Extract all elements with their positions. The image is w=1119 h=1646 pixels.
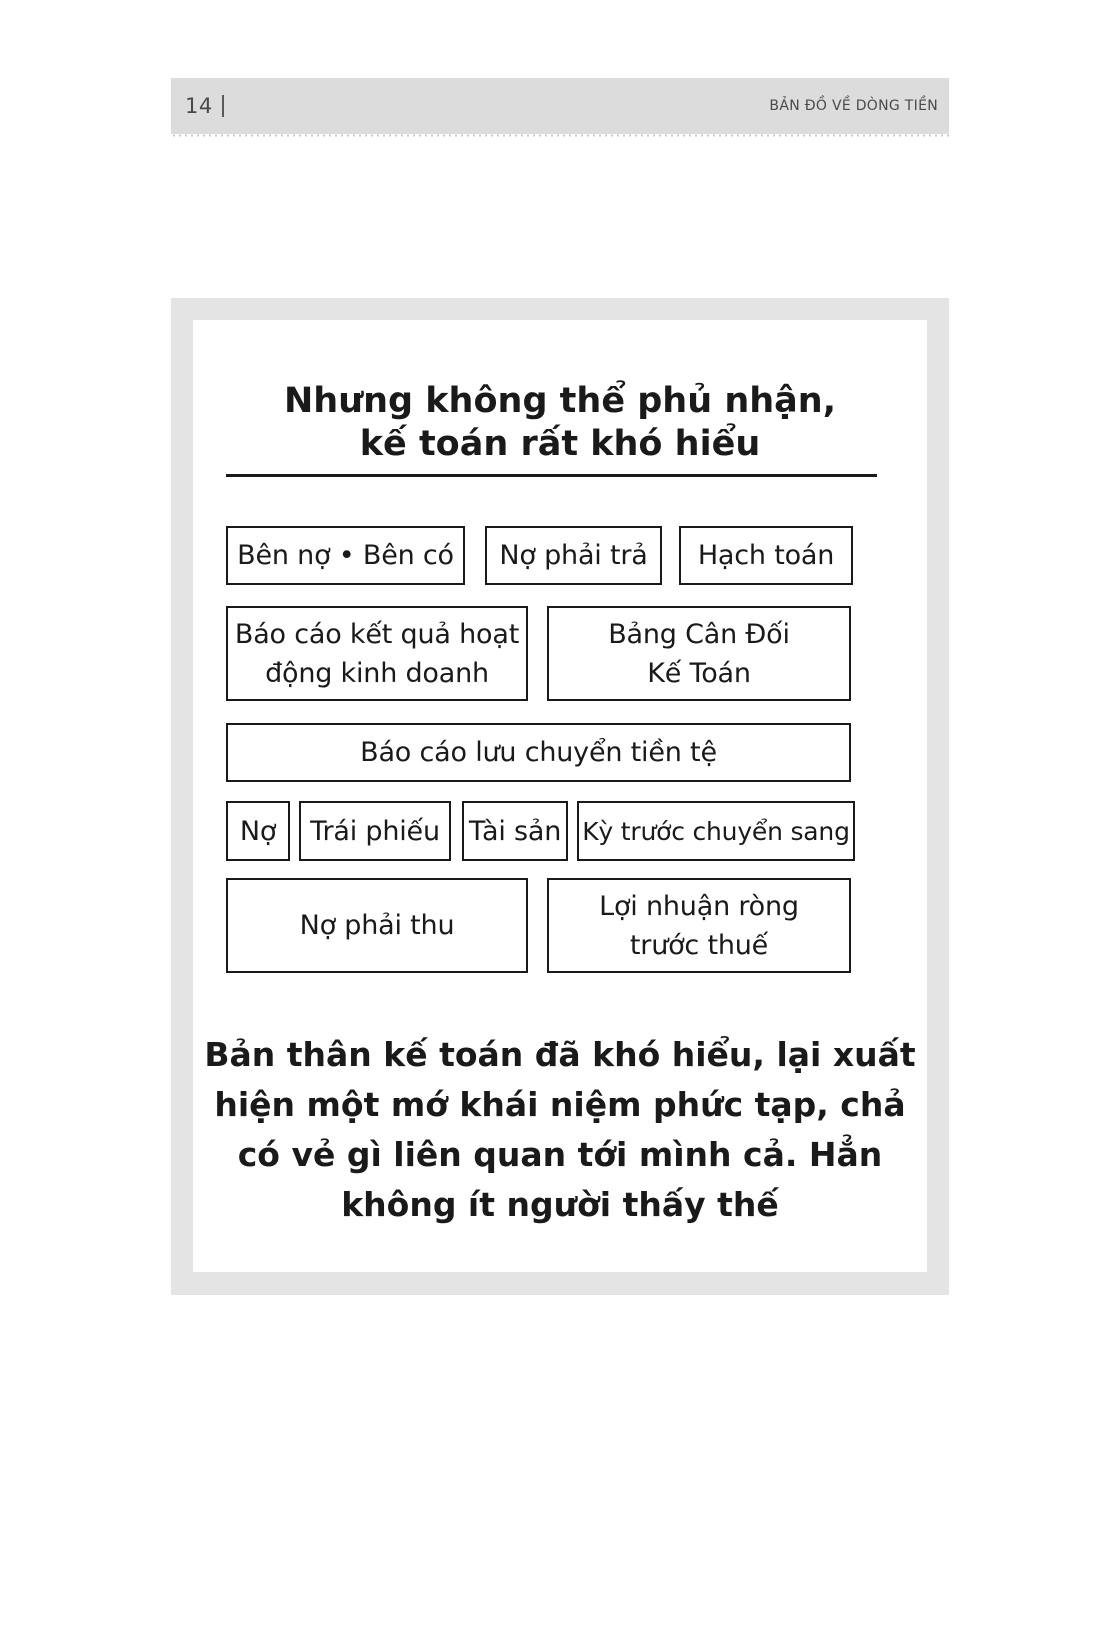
term-bookkeeping: Hạch toán xyxy=(679,526,853,585)
term-cash-flow-statement: Báo cáo lưu chuyển tiền tệ xyxy=(226,723,851,782)
book-title: BẢN ĐỒ VỀ DÒNG TIỀN xyxy=(769,98,938,114)
term-receivables: Nợ phải thu xyxy=(226,878,528,973)
term-debit-credit: Bên nợ • Bên có xyxy=(226,526,465,585)
term-line: động kinh doanh xyxy=(265,657,489,689)
term-bonds: Trái phiếu xyxy=(299,801,451,861)
title-underline xyxy=(226,474,877,477)
running-header xyxy=(171,78,949,134)
page-number: 14 xyxy=(185,94,213,118)
term-assets: Tài sản xyxy=(462,801,568,861)
term-balance-sheet xyxy=(547,606,851,701)
closing-text-line: Bản thân kế toán đã khó hiểu, lại xuất xyxy=(204,1035,916,1074)
closing-text xyxy=(193,1030,927,1230)
term-pretax-net-profit xyxy=(547,878,851,973)
term-debt: Nợ xyxy=(226,801,290,861)
closing-text-line: không ít người thấy thế xyxy=(341,1185,779,1224)
term-line: Lợi nhuận ròng xyxy=(599,890,799,922)
term-carried-forward: Kỳ trước chuyển sang xyxy=(577,801,855,861)
term-income-statement xyxy=(226,606,528,701)
box-title-line: Nhưng không thể phủ nhận, xyxy=(284,381,836,421)
concept-box xyxy=(171,298,949,1295)
header-divider xyxy=(222,95,224,117)
closing-text-line: có vẻ gì liên quan tới mình cả. Hẳn xyxy=(237,1135,883,1174)
box-title-line: kế toán rất khó hiểu xyxy=(359,424,761,464)
closing-text-line: hiện một mớ khái niệm phức tạp, chả xyxy=(214,1085,906,1124)
term-line: Bảng Cân Đối xyxy=(608,618,790,650)
concept-box-inner xyxy=(193,320,927,1272)
term-line: trước thuế xyxy=(629,929,769,961)
term-line: Báo cáo kết quả hoạt xyxy=(234,618,520,650)
term-liabilities: Nợ phải trả xyxy=(485,526,662,585)
term-line: Kế Toán xyxy=(647,657,751,689)
box-title xyxy=(193,380,927,466)
